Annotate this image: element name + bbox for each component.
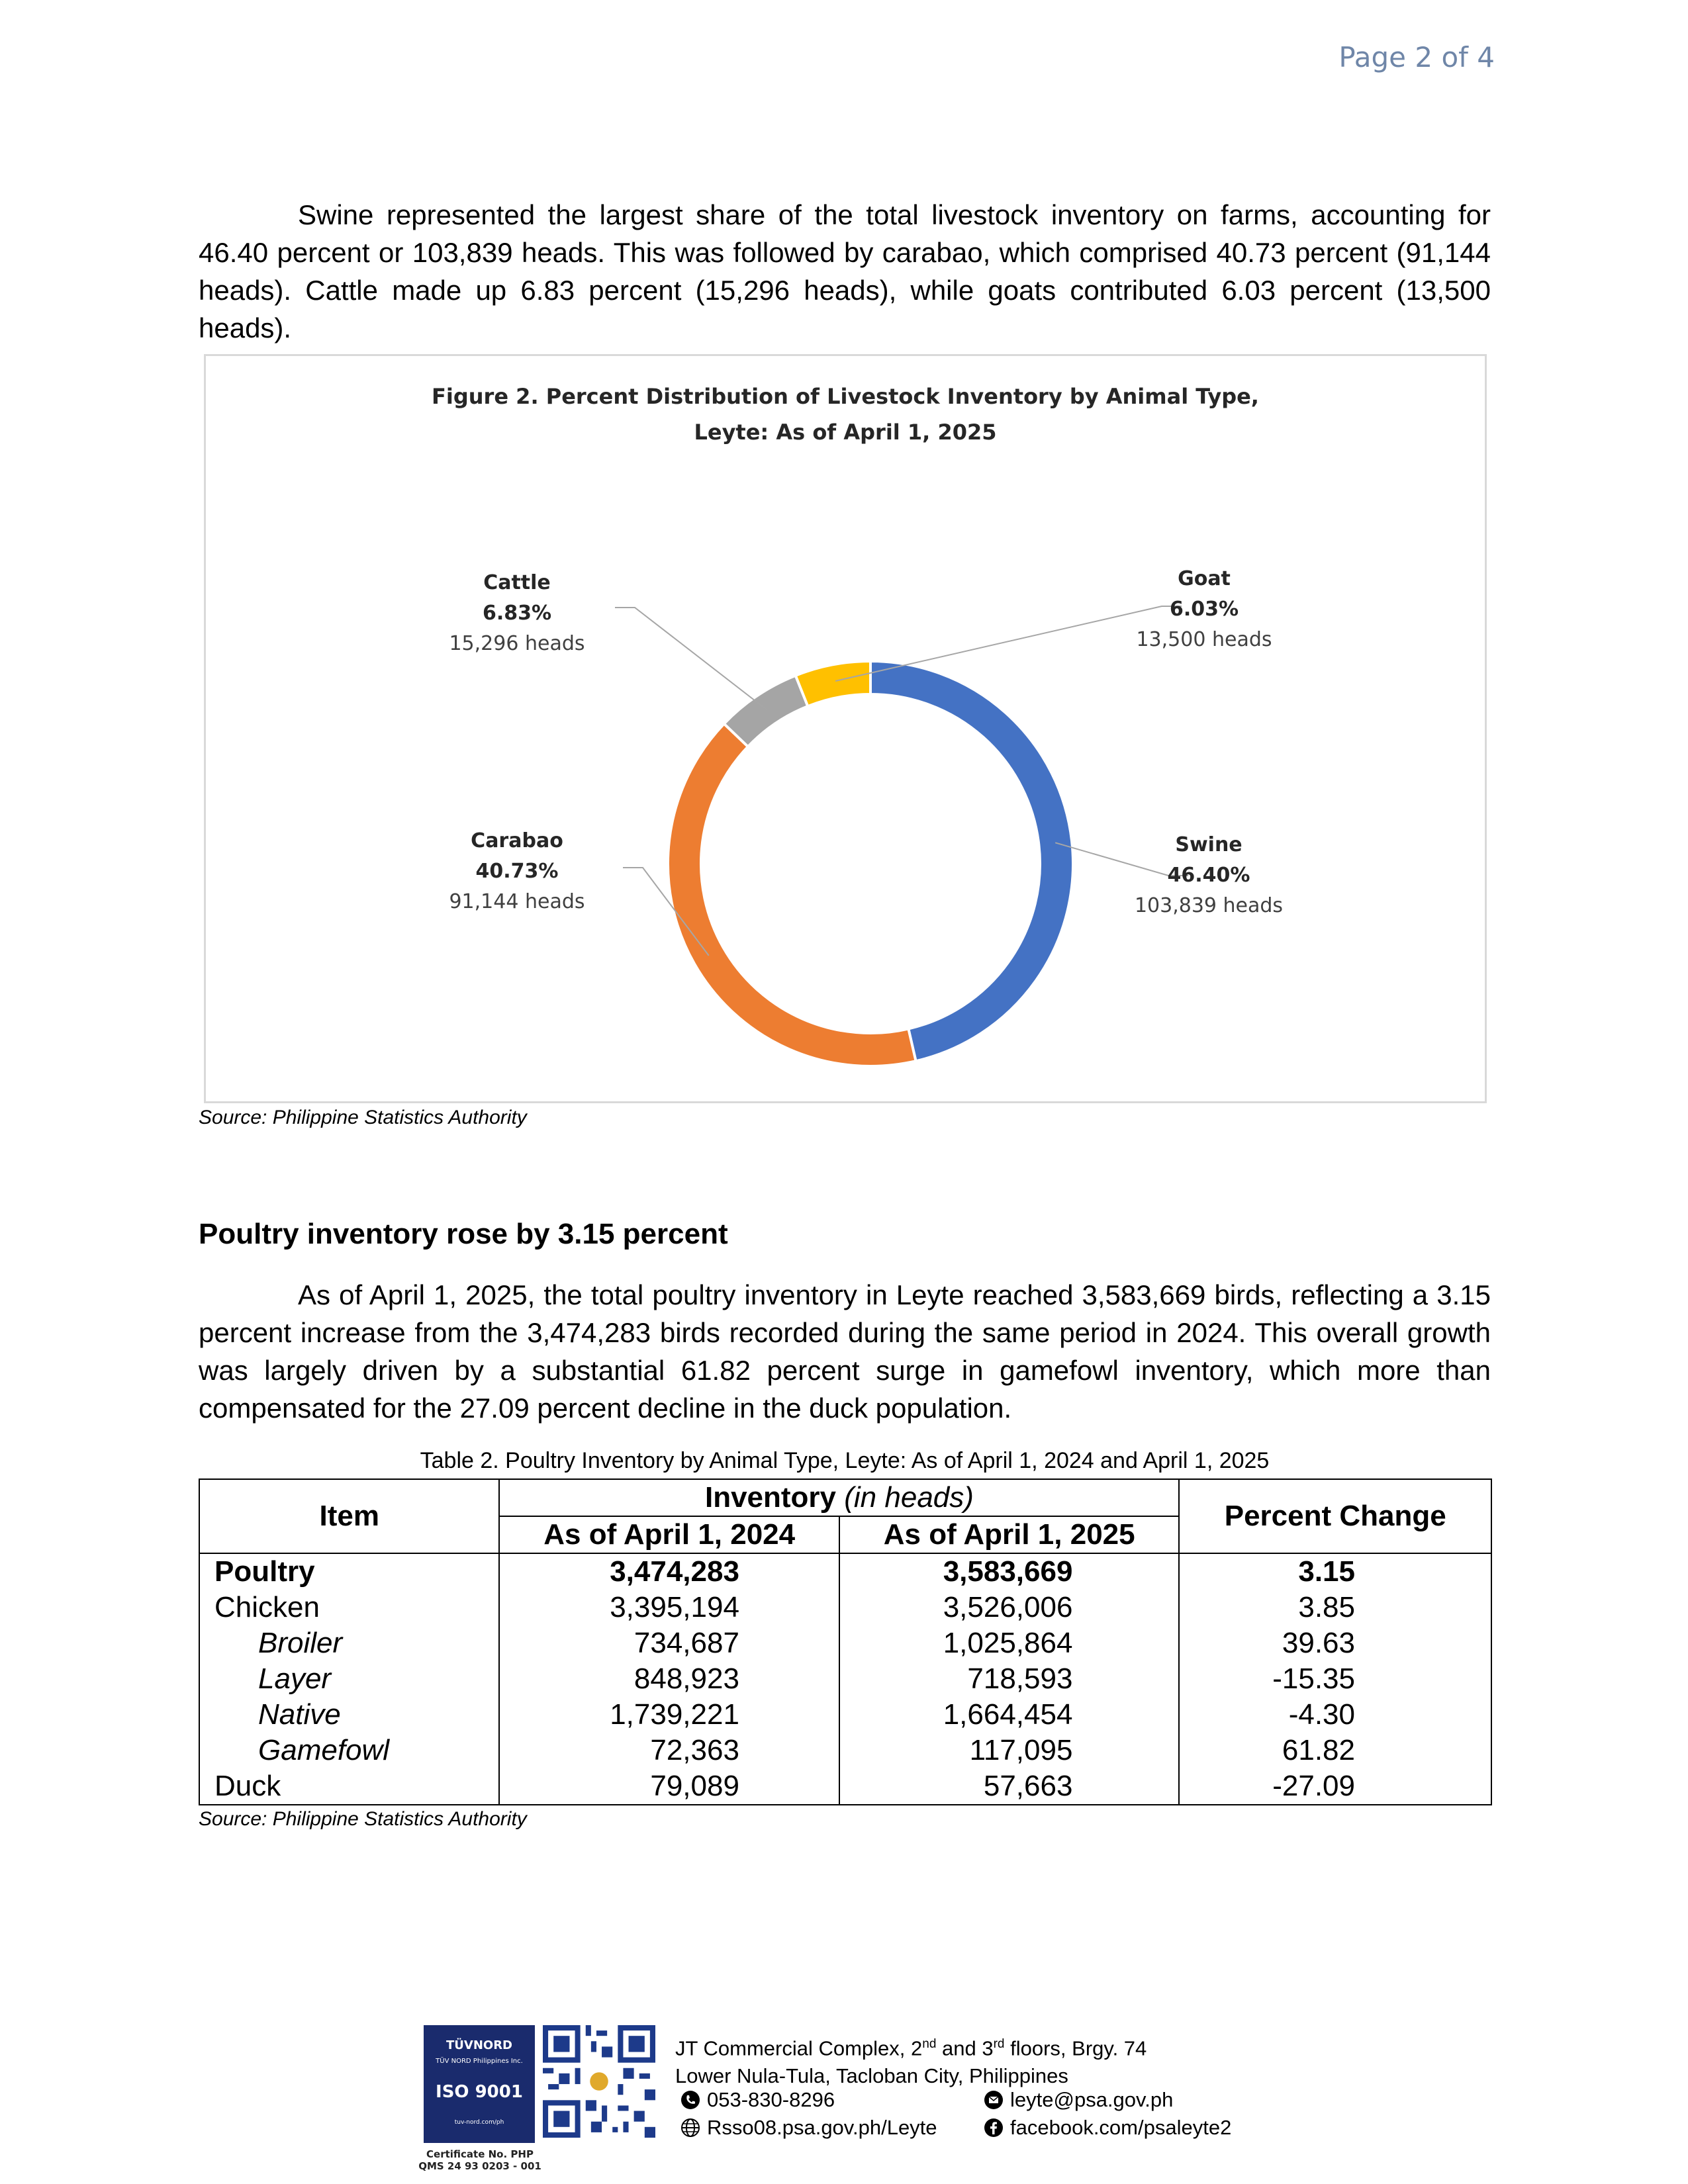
website-row[interactable] (680, 2114, 937, 2142)
qr-code-icon (543, 2025, 655, 2138)
addr-sup1: nd (922, 2037, 937, 2051)
phone-row (680, 2086, 835, 2114)
address-line1 (675, 2030, 1271, 2062)
label-swine-name: Swine (1175, 833, 1243, 856)
label-carabao-percent: 40.73% (475, 860, 559, 883)
row-2024: 72,363 (499, 1733, 839, 1768)
donut-chart (206, 356, 1489, 1105)
figure-title-line2: Leyte: As of April 1, 2025 (694, 420, 997, 445)
table-row (199, 1661, 1491, 1697)
facebook-link[interactable]: facebook.com/psaleyte2 (1010, 2116, 1232, 2139)
header-item: Item (199, 1479, 499, 1553)
label-swine (1126, 830, 1291, 921)
row-item: Chicken (199, 1590, 499, 1625)
label-goat (1125, 564, 1284, 655)
label-cattle-heads: 15,296 heads (449, 632, 585, 655)
facebook-row[interactable] (984, 2114, 1231, 2142)
poultry-table (199, 1479, 1492, 1805)
row-2024: 3,474,283 (499, 1553, 839, 1590)
row-2025: 3,583,669 (839, 1553, 1180, 1590)
label-carabao-name: Carabao (471, 829, 563, 852)
table-row (199, 1553, 1491, 1590)
row-change: 3.85 (1179, 1590, 1491, 1625)
row-2025: 3,526,006 (839, 1590, 1180, 1625)
header-inventory (499, 1479, 1179, 1516)
label-carabao (434, 826, 600, 917)
donut-slice-swine (870, 661, 1073, 1061)
figure-title-line1: Figure 2. Percent Distribution of Livestock Inventory by Animal Type, (432, 384, 1259, 409)
header-inventory-unit: (in heads) (844, 1481, 974, 1514)
header-2025: As of April 1, 2025 (839, 1516, 1180, 1553)
label-swine-heads: 103,839 heads (1134, 894, 1284, 917)
row-item: Native (199, 1697, 499, 1733)
label-goat-heads: 13,500 heads (1136, 628, 1272, 651)
label-carabao-heads: 91,144 heads (449, 890, 585, 913)
row-2024: 734,687 (499, 1625, 839, 1661)
addr-part3: floors, Brgy. 74 (1004, 2036, 1147, 2060)
footer (418, 2025, 1284, 2172)
leader-line-cattle (615, 608, 767, 709)
row-2025: 117,095 (839, 1733, 1180, 1768)
row-2024: 1,739,221 (499, 1697, 839, 1733)
address (675, 2030, 1271, 2090)
table-row (199, 1625, 1491, 1661)
header-2024: As of April 1, 2024 (499, 1516, 839, 1553)
paragraph-livestock (199, 196, 1491, 347)
row-item: Broiler (199, 1625, 499, 1661)
row-2025: 57,663 (839, 1768, 1180, 1805)
facebook-icon (984, 2118, 1004, 2138)
row-2024: 79,089 (499, 1768, 839, 1805)
cert-no-line1: Certificate No. PHP (426, 2148, 534, 2160)
addr-sup2: rd (993, 2037, 1005, 2051)
label-cattle-name: Cattle (483, 571, 551, 594)
row-item: Poultry (199, 1553, 499, 1590)
label-goat-name: Goat (1178, 567, 1231, 590)
page-number: Page 2 of 4 (1338, 41, 1495, 73)
header-percent-change: Percent Change (1179, 1479, 1491, 1553)
row-item: Gamefowl (199, 1733, 499, 1768)
header-inventory-text: Inventory (704, 1481, 837, 1514)
row-2025: 1,664,454 (839, 1697, 1180, 1733)
email-row[interactable] (984, 2086, 1173, 2114)
section-heading: Poultry inventory rose by 3.15 percent (199, 1218, 728, 1250)
donut-slice-goat (796, 661, 870, 706)
row-change: 3.15 (1179, 1553, 1491, 1590)
table-source: Source: Philippine Statistics Authority (199, 1808, 527, 1830)
row-change: -4.30 (1179, 1697, 1491, 1733)
donut-slice-carabao (668, 724, 916, 1066)
table-row (199, 1697, 1491, 1733)
table-row (199, 1590, 1491, 1625)
row-2025: 1,025,864 (839, 1625, 1180, 1661)
certificate-number (417, 2148, 543, 2172)
email-link[interactable]: leyte@psa.gov.ph (1010, 2088, 1174, 2111)
row-change: -15.35 (1179, 1661, 1491, 1697)
label-cattle (438, 568, 596, 659)
paragraph-poultry (199, 1276, 1491, 1427)
address-line2: Lower Nula-Tula, Tacloban City, Philippines (675, 2064, 1068, 2088)
paragraph-livestock-text: Swine represented the largest share of the total livestock inventory on farms, accounting for 46.40 percent or 103,839 heads. This was followed by carabao, which comprised 40.73 percent (91,144 heads). Cattle made up 6.83 percent (15,296 heads), while goats contributed 6.03 percent (13,500 heads). (199, 199, 1491, 343)
label-swine-percent: 46.40% (1167, 864, 1250, 887)
cert-iso: ISO 9001 (436, 2082, 523, 2102)
cert-no-line2: QMS 24 93 0203 - 001 (418, 2160, 541, 2172)
iso-certification-logo (424, 2025, 535, 2143)
table-row (199, 1733, 1491, 1768)
table-caption: Table 2. Poultry Inventory by Animal Type, Leyte: As of April 1, 2024 and April 1, 2025 (420, 1448, 1270, 1473)
globe-icon (680, 2118, 700, 2138)
cert-url: tuv-nord.com/ph (454, 2119, 504, 2126)
phone-icon (680, 2090, 700, 2110)
row-change: -27.09 (1179, 1768, 1491, 1805)
figure-source: Source: Philippine Statistics Authority (199, 1107, 527, 1128)
cert-sub: TÜV NORD Philippines Inc. (436, 2058, 523, 2065)
row-item: Duck (199, 1768, 499, 1805)
paragraph-poultry-text: As of April 1, 2025, the total poultry inventory in Leyte reached 3,583,669 birds, reflecting a 3.15 percent increase from the 3,474,283 birds recorded during the same period in 2024. This overall growth was largely driven by a substantial 61.82 percent surge in gamefowl inventory, which more than compensated for the 27.09 percent decline in the duck population. (199, 1279, 1491, 1424)
addr-part1: JT Commercial Complex, 2 (675, 2036, 923, 2060)
figure-title (206, 379, 1485, 450)
row-2024: 3,395,194 (499, 1590, 839, 1625)
row-change: 61.82 (1179, 1733, 1491, 1768)
email-icon (984, 2090, 1004, 2110)
row-2025: 718,593 (839, 1661, 1180, 1697)
cert-brand: TÜVNORD (446, 2038, 512, 2052)
figure-livestock-donut (204, 354, 1487, 1103)
label-cattle-percent: 6.83% (482, 602, 552, 625)
addr-part2: and 3 (936, 2036, 994, 2060)
phone-text: 053-830-8296 (707, 2088, 835, 2111)
website-link[interactable]: Rsso08.psa.gov.ph/Leyte (707, 2116, 937, 2139)
row-2024: 848,923 (499, 1661, 839, 1697)
row-change: 39.63 (1179, 1625, 1491, 1661)
label-goat-percent: 6.03% (1169, 598, 1239, 621)
row-item: Layer (199, 1661, 499, 1697)
table-row (199, 1768, 1491, 1805)
